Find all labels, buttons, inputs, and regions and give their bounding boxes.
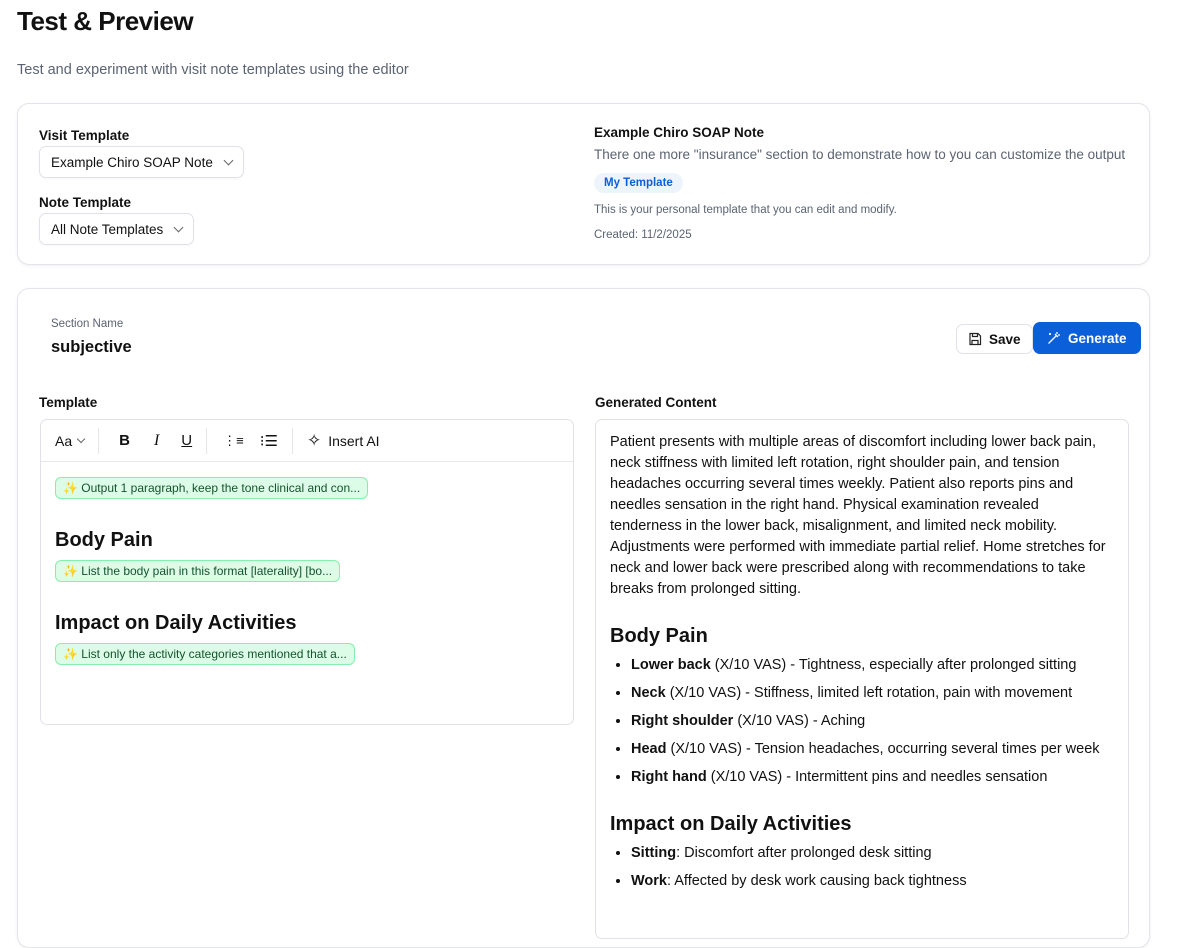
generated-content-label: Generated Content (595, 395, 717, 410)
list-item: • Right hand (X/10 VAS) - Intermittent pins and needles sensation (631, 767, 1114, 788)
generated-content (595, 419, 1129, 939)
template-editor[interactable] (40, 419, 574, 725)
editor-heading: Body Pain (55, 529, 153, 551)
sparkle-icon: ✨ (63, 564, 78, 578)
ai-prompt-text: List only the activity categories mentioned that a... (81, 647, 347, 661)
my-template-badge: My Template (594, 173, 683, 193)
divider (292, 428, 293, 454)
sparkle-icon: ✨ (63, 647, 78, 661)
section-editor-card (17, 288, 1150, 948)
ai-prompt-chip[interactable] (55, 477, 368, 499)
insert-ai-label: Insert AI (328, 432, 380, 449)
font-style-button[interactable] (55, 433, 84, 449)
visit-template-select[interactable] (39, 146, 244, 178)
bullet-list-icon[interactable]: ⁝☰ (259, 432, 278, 450)
chevron-down-icon (223, 155, 233, 165)
list-item: • Lower back (X/10 VAS) - Tightness, especially after prolonged sitting (631, 655, 1114, 676)
magic-wand-icon (1047, 331, 1061, 345)
ai-prompt-chip[interactable] (55, 560, 340, 582)
divider (206, 428, 207, 454)
visit-template-label: Visit Template (39, 128, 130, 143)
list-item: • Head (X/10 VAS) - Tension headaches, occurring several times per week (631, 739, 1114, 760)
section-name: subjective (51, 338, 132, 356)
note-template-value: All Note Templates (51, 221, 164, 237)
list-item: • Neck (X/10 VAS) - Stiffness, limited left rotation, pain with movement (631, 683, 1114, 704)
insert-ai-button[interactable] (307, 431, 380, 451)
editor-heading: Impact on Daily Activities (55, 612, 297, 634)
list-item: • Sitting: Discomfort after prolonged desk sitting (631, 843, 1114, 864)
underline-button[interactable]: U (181, 432, 193, 449)
sparkle-icon: ✧ (306, 430, 322, 450)
italic-button[interactable]: I (153, 431, 160, 449)
sparkle-icon: ✨ (63, 481, 78, 495)
template-label: Template (39, 395, 98, 410)
font-style-label: Aa (55, 432, 73, 449)
ai-prompt-text: Output 1 paragraph, keep the tone clinical and con... (81, 481, 361, 495)
list-item: • Work: Affected by desk work causing back tightness (631, 871, 1114, 892)
template-note: This is your personal template that you can edit and modify. (594, 204, 897, 216)
list-item: • Right shoulder (X/10 VAS) - Aching (631, 711, 1114, 732)
generate-label: Generate (1068, 330, 1127, 346)
ai-prompt-chip[interactable] (55, 643, 355, 665)
save-label: Save (989, 331, 1021, 347)
generated-paragraph: Patient presents with multiple areas of discomfort including lower back pain, neck stiffness with limited left rotation, right shoulder pain, and tension headaches occurring several times weekly. Patient also reports pins and needles sensation in the right hand. Physical examination revealed tenderness in the lower back, misalignment, and limited neck mobility. Adjustments were performed with immediate partial relief. Home stretches for neck and lower back were prescribed along with recommendations to take breaks from prolonged sitting. (610, 434, 1106, 597)
note-template-select[interactable] (39, 213, 194, 245)
generated-heading: Body Pain (610, 625, 708, 647)
impact-list (610, 843, 1114, 892)
bold-button[interactable]: B (119, 432, 130, 449)
save-button[interactable] (956, 324, 1033, 354)
chevron-down-icon (174, 222, 184, 232)
ai-prompt-text: List the body pain in this format [laterality] [bo... (81, 564, 333, 578)
save-icon (968, 332, 982, 346)
divider (98, 428, 99, 454)
ordered-list-icon[interactable]: ⋮≡ (223, 432, 244, 448)
generated-heading: Impact on Daily Activities (610, 813, 852, 835)
template-description: There one more "insurance" section to demonstrate how to you can customize the output (594, 147, 1126, 162)
page-title: Test & Preview (17, 6, 194, 36)
generate-button[interactable] (1033, 322, 1141, 354)
editor-toolbar (41, 420, 573, 462)
template-config-card (17, 103, 1150, 265)
page-subtitle: Test and experiment with visit note templates using the editor (17, 62, 409, 78)
template-name: Example Chiro SOAP Note (594, 125, 765, 140)
body-pain-list (610, 655, 1114, 788)
chevron-down-icon (77, 434, 85, 442)
section-name-label: Section Name (51, 318, 124, 330)
created-date: Created: 11/2/2025 (594, 229, 692, 241)
note-template-label: Note Template (39, 195, 132, 210)
visit-template-value: Example Chiro SOAP Note (51, 154, 213, 170)
